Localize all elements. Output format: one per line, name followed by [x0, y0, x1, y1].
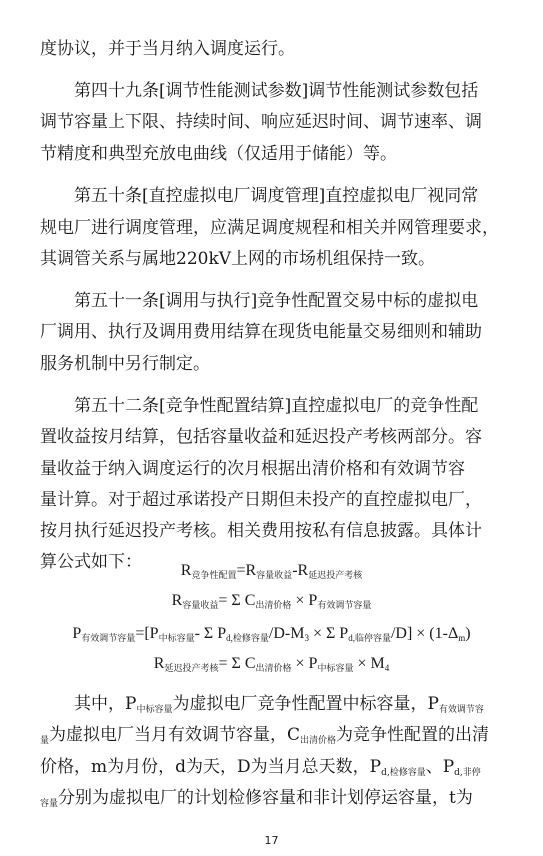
formula-r-competitive: $R_{竞争性配置}=R_{容量收益}-R_{延迟投产考核}$ [180, 562, 363, 580]
text-line: 节精度和典型充放电曲线（仅适用于储能）等。 [40, 144, 397, 164]
text-line: $_量$为虚拟电厂当月有效调节容量，$C_{出清价格}$为竞争性配置的出清 [40, 725, 490, 746]
text-line: 第四十九条[调节性能测试参数]调节性能测试参数包括 [74, 81, 479, 101]
text-line: 第五十条[直控虚拟电厂调度管理]直控虚拟电厂视同常 [74, 186, 479, 206]
text-line: 价格，m为月份，d为天，D为当月总天数，$P_{d,检修容量}$、$P_{d,非停}$ [40, 757, 481, 778]
text-line: 调节容量上下限、持续时间、响应延迟时间、调节速率、调 [40, 112, 482, 132]
page-number: 17 [264, 834, 279, 847]
formula-r-delay: $R_{延迟投产考核}= \Sigma$ $C_{出清价格} \times P_{中标容量} \times M_4$ [153, 655, 390, 673]
text-line: $_{容量}$分别为虚拟电厂的计划检修容量和非计划停运容量，t为 [40, 788, 473, 809]
text-line: 服务机制中另行制定。 [40, 354, 210, 374]
text-line: 算公式如下： [40, 552, 142, 572]
text-line: 置收益按月结算，包括容量收益和延迟投产考核两部分。容 [40, 427, 482, 447]
text-line: 第五十二条[竞争性配置结算]直控虚拟电厂的竞争性配 [74, 396, 479, 416]
formula-p-effective: $P_{有效调节容量}=[P_{中标容量}-$ Σ $P_{d,检修容量}/D-M_3 \times \Sigma$ $P_{d,临停容量}/D] \times (1-\Delta_m)$ [72, 625, 471, 643]
text-line: 厂调用、执行及调用费用结算在现货电能量交易细则和辅助 [40, 322, 482, 342]
formula-r-capacity: $R_{容量收益}= \Sigma$ $C_{出清价格} \times P_{有效调节容量}$ [171, 592, 372, 610]
text-line: 第五十一条[调用与执行]竞争性配置交易中标的虚拟电 [74, 291, 479, 311]
text-line: 其中，$P_{中标容量}$为虚拟电厂竞争性配置中标容量，$P_{有效调节容}$ [74, 694, 484, 715]
text-line: 量收益于纳入调度运行的次月根据出清价格和有效调节容 [40, 459, 465, 479]
text-line: 按月执行延迟投产考核。相关费用按私有信息披露。具体计 [40, 521, 482, 541]
text-line: 规电厂进行调度管理，应满足调度规程和相关并网管理要求， [40, 218, 499, 238]
text-line: 其调管关系与属地220kV上网的市场机组保持一致。 [40, 249, 436, 269]
text-line: 量计算。对于超过承诺投产日期但未投产的直控虚拟电厂， [40, 490, 482, 510]
text-line: 度协议，并于当月纳入调度运行。 [40, 39, 295, 59]
